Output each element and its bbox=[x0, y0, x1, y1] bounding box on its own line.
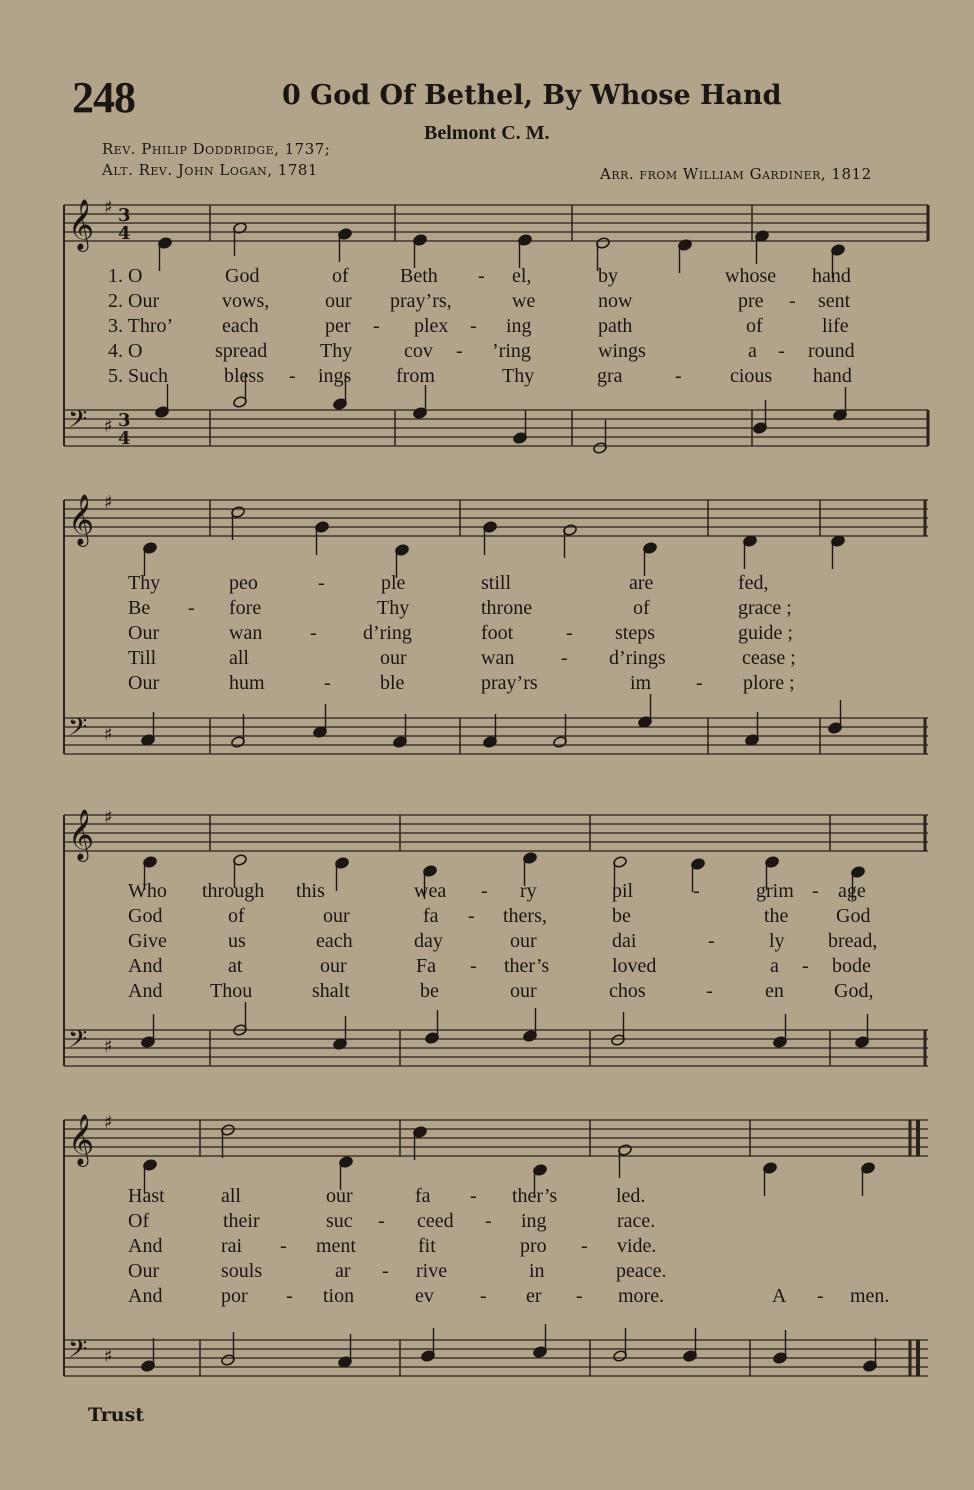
lyric-syllable: round bbox=[808, 340, 855, 362]
lyric-syllable: pray’rs, bbox=[390, 290, 452, 312]
lyric-syllable: - bbox=[470, 955, 477, 977]
lyric-syllable: a bbox=[748, 340, 757, 362]
lyric-syllable: fit bbox=[418, 1235, 436, 1257]
lyric-syllable: - bbox=[478, 265, 485, 287]
bass-clef-icon: 𝄢 bbox=[68, 1025, 88, 1060]
lyric-syllable: - bbox=[581, 1235, 588, 1257]
lyric-syllable: plex bbox=[414, 315, 449, 337]
lyric-syllable: from bbox=[396, 365, 435, 387]
lyric-syllable: - bbox=[470, 315, 477, 337]
time-signature-top: 3 bbox=[118, 205, 131, 226]
lyric-syllable: vows, bbox=[222, 290, 270, 312]
treble-clef-icon: 𝄞 bbox=[68, 199, 95, 250]
lyric-syllable: all bbox=[229, 647, 249, 669]
sharp-key-signature-icon: ♯ bbox=[104, 1346, 113, 1367]
lyric-syllable: all bbox=[221, 1185, 241, 1207]
lyric-syllable: more. bbox=[618, 1285, 665, 1307]
sharp-key-signature-icon: ♯ bbox=[104, 1112, 113, 1133]
lyric-syllable: spread bbox=[215, 340, 268, 362]
lyric-syllable: - bbox=[693, 880, 700, 902]
lyric-syllable: - bbox=[778, 340, 785, 362]
tune-name: Belmont C. M. bbox=[424, 122, 550, 144]
lyric-syllable: wings bbox=[598, 340, 646, 362]
lyric-syllable: Of bbox=[128, 1210, 150, 1232]
lyric-syllable: ther’s bbox=[504, 955, 550, 977]
lyric-syllable: wan bbox=[229, 622, 263, 644]
treble-staff bbox=[64, 1112, 928, 1167]
verse-line-1 bbox=[0, 1185, 974, 1210]
lyric-syllable: 3. Thro’ bbox=[108, 315, 174, 337]
lyric-syllable: ment bbox=[316, 1235, 356, 1257]
lyric-syllable: each bbox=[222, 315, 259, 337]
lyric-syllable: - bbox=[286, 1285, 293, 1307]
lyric-syllable: suc bbox=[326, 1210, 353, 1232]
lyric-syllable: And bbox=[128, 955, 163, 977]
lyric-syllable: - bbox=[566, 622, 573, 644]
lyric-syllable: our bbox=[320, 955, 347, 977]
lyric-syllable: - bbox=[468, 905, 475, 927]
treble-clef-icon: 𝄞 bbox=[68, 494, 95, 545]
lyric-syllable: our bbox=[326, 1185, 353, 1207]
lyric-syllable: er bbox=[526, 1285, 542, 1307]
lyric-syllable: us bbox=[228, 930, 246, 952]
lyric-syllable: loved bbox=[612, 955, 657, 977]
lyric-syllable: steps bbox=[615, 622, 655, 644]
lyric-syllable: fore bbox=[229, 597, 262, 619]
lyric-syllable: led. bbox=[616, 1185, 646, 1207]
bass-staff bbox=[64, 1335, 928, 1376]
lyric-syllable: en bbox=[765, 980, 784, 1002]
lyric-syllable: - bbox=[696, 672, 703, 694]
treble-clef-icon: 𝄞 bbox=[68, 1114, 95, 1165]
lyric-syllable: by bbox=[598, 265, 618, 287]
lyric-syllable: Thou bbox=[210, 980, 253, 1002]
lyric-syllable: be bbox=[420, 980, 439, 1002]
lyric-syllable: hum bbox=[229, 672, 265, 694]
lyric-syllable: fed, bbox=[738, 572, 769, 594]
lyric-syllable: Give bbox=[128, 930, 167, 952]
lyric-syllable: ings bbox=[318, 365, 352, 387]
sharp-key-signature-icon: ♯ bbox=[104, 1036, 113, 1057]
lyric-syllable: A bbox=[772, 1285, 787, 1307]
lyric-syllable: Thy bbox=[320, 340, 353, 362]
lyric-syllable: pro bbox=[520, 1235, 547, 1257]
lyric-syllable: cious bbox=[730, 365, 773, 387]
lyric-syllable: hand bbox=[813, 365, 852, 387]
lyric-syllable: - bbox=[289, 365, 296, 387]
lyric-syllable: - bbox=[675, 365, 682, 387]
arranger-credit: Arr. from William Gardiner, 1812 bbox=[600, 165, 872, 183]
bass-clef-icon: 𝄢 bbox=[68, 713, 88, 748]
lyric-syllable: por bbox=[221, 1285, 248, 1307]
lyric-syllable: foot bbox=[481, 622, 514, 644]
lyric-syllable: plore ; bbox=[743, 672, 795, 694]
lyric-syllable: race. bbox=[617, 1210, 656, 1232]
lyric-syllable: of bbox=[746, 315, 763, 337]
verse-line-5 bbox=[0, 1285, 974, 1310]
lyric-syllable: - bbox=[706, 980, 713, 1002]
lyric-syllable: - bbox=[561, 647, 568, 669]
lyric-syllable: chos bbox=[609, 980, 646, 1002]
lyric-syllable: of bbox=[228, 905, 245, 927]
treble-clef-icon: 𝄞 bbox=[68, 809, 95, 860]
lyric-syllable: ther’s bbox=[512, 1185, 558, 1207]
verse-line-4 bbox=[0, 1260, 974, 1285]
hymn-number: 248 bbox=[72, 73, 135, 122]
lyric-syllable: bless bbox=[224, 365, 264, 387]
lyric-syllable: now bbox=[598, 290, 633, 312]
lyric-syllable: el, bbox=[512, 265, 532, 287]
lyric-syllable: - bbox=[789, 290, 796, 312]
lyric-syllable: shalt bbox=[312, 980, 350, 1002]
lyric-syllable: And bbox=[128, 980, 163, 1002]
lyric-syllable: d’ring bbox=[363, 622, 412, 644]
lyric-syllable: our bbox=[380, 647, 407, 669]
lyric-syllable: throne bbox=[481, 597, 533, 619]
lyric-syllable: pil bbox=[612, 880, 634, 902]
lyric-syllable: in bbox=[529, 1260, 545, 1282]
lyric-syllable: Thy bbox=[377, 597, 410, 619]
lyric-syllable: And bbox=[128, 1285, 163, 1307]
lyric-syllable: sent bbox=[818, 290, 851, 312]
lyric-syllable: of bbox=[633, 597, 650, 619]
lyric-syllable: are bbox=[629, 572, 654, 594]
lyric-syllable: God, bbox=[834, 980, 874, 1002]
lyric-syllable: - bbox=[812, 880, 819, 902]
lyric-syllable: of bbox=[332, 265, 349, 287]
lyric-syllable: - bbox=[480, 1285, 487, 1307]
lyric-syllable: souls bbox=[221, 1260, 263, 1282]
hymn-title: 0 God Of Bethel, By Whose Hand bbox=[282, 80, 782, 111]
verse-line-3 bbox=[0, 1235, 974, 1260]
lyric-syllable: Who bbox=[128, 880, 167, 902]
lyric-syllable: pray’rs bbox=[481, 672, 538, 694]
lyric-syllable: fa bbox=[423, 905, 439, 927]
lyric-syllable: path bbox=[598, 315, 633, 337]
lyric-syllable: this bbox=[296, 880, 325, 902]
sharp-key-signature-icon: ♯ bbox=[104, 492, 113, 513]
lyric-syllable: ar bbox=[335, 1260, 351, 1282]
lyric-syllable: at bbox=[228, 955, 243, 977]
lyric-syllable: bread, bbox=[828, 930, 878, 952]
lyric-syllable: ing bbox=[506, 315, 532, 337]
lyric-syllable: 4. O bbox=[108, 340, 143, 362]
lyric-syllable: hand bbox=[812, 265, 851, 287]
lyric-syllable: - bbox=[470, 1185, 477, 1207]
lyric-syllable: Beth bbox=[400, 265, 438, 287]
lyric-syllable: 2. Our bbox=[108, 290, 160, 312]
lyric-syllable: per bbox=[325, 315, 351, 337]
lyric-syllable: ble bbox=[380, 672, 405, 694]
lyric-syllable: a bbox=[770, 955, 779, 977]
lyric-syllable: Fa bbox=[416, 955, 436, 977]
sharp-key-signature-icon: ♯ bbox=[104, 807, 113, 828]
lyric-syllable: pre bbox=[738, 290, 764, 312]
lyric-syllable: tion bbox=[323, 1285, 355, 1307]
lyric-syllable: im bbox=[630, 672, 652, 694]
lyric-syllable: God bbox=[128, 905, 163, 927]
lyric-syllable: Till bbox=[128, 647, 157, 669]
lyric-syllable: men. bbox=[850, 1285, 890, 1307]
lyric-syllable: Thy bbox=[128, 572, 161, 594]
lyric-syllable: - bbox=[378, 1210, 385, 1232]
lyric-syllable: - bbox=[817, 1285, 824, 1307]
lyric-syllable: our bbox=[510, 930, 537, 952]
lyric-syllable: Our bbox=[128, 622, 160, 644]
lyric-syllable: cease ; bbox=[742, 647, 796, 669]
lyric-syllable: ev bbox=[415, 1285, 434, 1307]
lyric-syllable: each bbox=[316, 930, 353, 952]
lyric-syllable: Thy bbox=[502, 365, 535, 387]
time-signature-bottom: 4 bbox=[118, 428, 131, 449]
lyric-syllable: dai bbox=[612, 930, 637, 952]
lyric-syllable: - bbox=[310, 622, 317, 644]
lyric-syllable: ly bbox=[769, 930, 785, 952]
lyric-syllable: - bbox=[802, 955, 809, 977]
lyric-syllable: their bbox=[223, 1210, 260, 1232]
lyric-syllable: ple bbox=[381, 572, 406, 594]
lyric-syllable: ’ring bbox=[492, 340, 531, 362]
lyric-syllable: peace. bbox=[616, 1260, 667, 1282]
lyric-syllable: Our bbox=[128, 672, 160, 694]
lyric-syllable: rive bbox=[416, 1260, 448, 1282]
lyric-syllable: - bbox=[481, 880, 488, 902]
lyric-syllable: d’rings bbox=[609, 647, 666, 669]
time-signature-bottom: 4 bbox=[118, 223, 131, 244]
time-signature-top: 3 bbox=[118, 410, 131, 431]
lyric-syllable: whose bbox=[725, 265, 777, 287]
lyric-syllable: - bbox=[373, 315, 380, 337]
lyric-syllable: ing bbox=[521, 1210, 547, 1232]
lyric-syllable: grace ; bbox=[738, 597, 792, 619]
lyric-syllable: - bbox=[318, 572, 325, 594]
author-credit: Rev. Philip Doddridge, 1737; bbox=[102, 140, 331, 158]
sharp-key-signature-icon: ♯ bbox=[104, 197, 113, 218]
topic-label: Trust bbox=[88, 1404, 145, 1426]
lyric-syllable: grim bbox=[756, 880, 794, 902]
lyric-syllable: fa bbox=[415, 1185, 431, 1207]
lyric-syllable: gra bbox=[597, 365, 623, 387]
lyric-syllable: - bbox=[456, 340, 463, 362]
bass-clef-icon: 𝄢 bbox=[68, 405, 88, 440]
lyric-syllable: wan bbox=[481, 647, 515, 669]
lyric-syllable: - bbox=[576, 1285, 583, 1307]
lyric-syllable: vide. bbox=[617, 1235, 657, 1257]
lyric-syllable: our bbox=[510, 980, 537, 1002]
lyric-syllable: - bbox=[708, 930, 715, 952]
verse-line-2 bbox=[0, 1210, 974, 1235]
lyric-syllable: - bbox=[324, 672, 331, 694]
lyric-syllable: ry bbox=[520, 880, 537, 902]
lyric-syllable: cov bbox=[404, 340, 433, 362]
bass-clef-icon: 𝄢 bbox=[68, 1335, 88, 1370]
lyric-syllable: - bbox=[485, 1210, 492, 1232]
sharp-key-signature-icon: ♯ bbox=[104, 724, 113, 745]
lyric-syllable: - bbox=[382, 1260, 389, 1282]
lyric-syllable: God bbox=[225, 265, 260, 287]
sharp-key-signature-icon: ♯ bbox=[104, 416, 113, 437]
lyric-syllable: the bbox=[764, 905, 789, 927]
lyric-syllable: guide ; bbox=[738, 622, 793, 644]
lyric-syllable: life bbox=[822, 315, 849, 337]
lyric-syllable: age bbox=[838, 880, 866, 902]
lyric-syllable: - bbox=[188, 597, 195, 619]
lyric-syllable: Hast bbox=[128, 1185, 165, 1207]
lyric-syllable: Our bbox=[128, 1260, 160, 1282]
lyric-syllable: Be bbox=[128, 597, 151, 619]
lyric-syllable: 5. Such bbox=[108, 365, 168, 387]
lyric-syllable: wea bbox=[414, 880, 447, 902]
lyric-syllable: we bbox=[512, 290, 536, 312]
lyric-syllable: rai bbox=[221, 1235, 243, 1257]
lyric-syllable: our bbox=[325, 290, 352, 312]
lyric-syllable: And bbox=[128, 1235, 163, 1257]
lyric-syllable: still bbox=[481, 572, 512, 594]
lyric-syllable: 1. O bbox=[108, 265, 143, 287]
lyric-syllable: thers, bbox=[503, 905, 547, 927]
author-alteration-credit: Alt. Rev. John Logan, 1781 bbox=[102, 161, 318, 179]
lyric-syllable: - bbox=[280, 1235, 287, 1257]
lyric-syllable: day bbox=[414, 930, 443, 952]
lyric-syllable: peo bbox=[229, 572, 258, 594]
lyric-syllable: ceed bbox=[417, 1210, 454, 1232]
lyric-syllable: bode bbox=[832, 955, 871, 977]
lyric-syllable: through bbox=[202, 880, 265, 902]
lyric-syllable: be bbox=[612, 905, 631, 927]
lyric-syllable: God bbox=[836, 905, 871, 927]
lyric-syllable: our bbox=[323, 905, 350, 927]
